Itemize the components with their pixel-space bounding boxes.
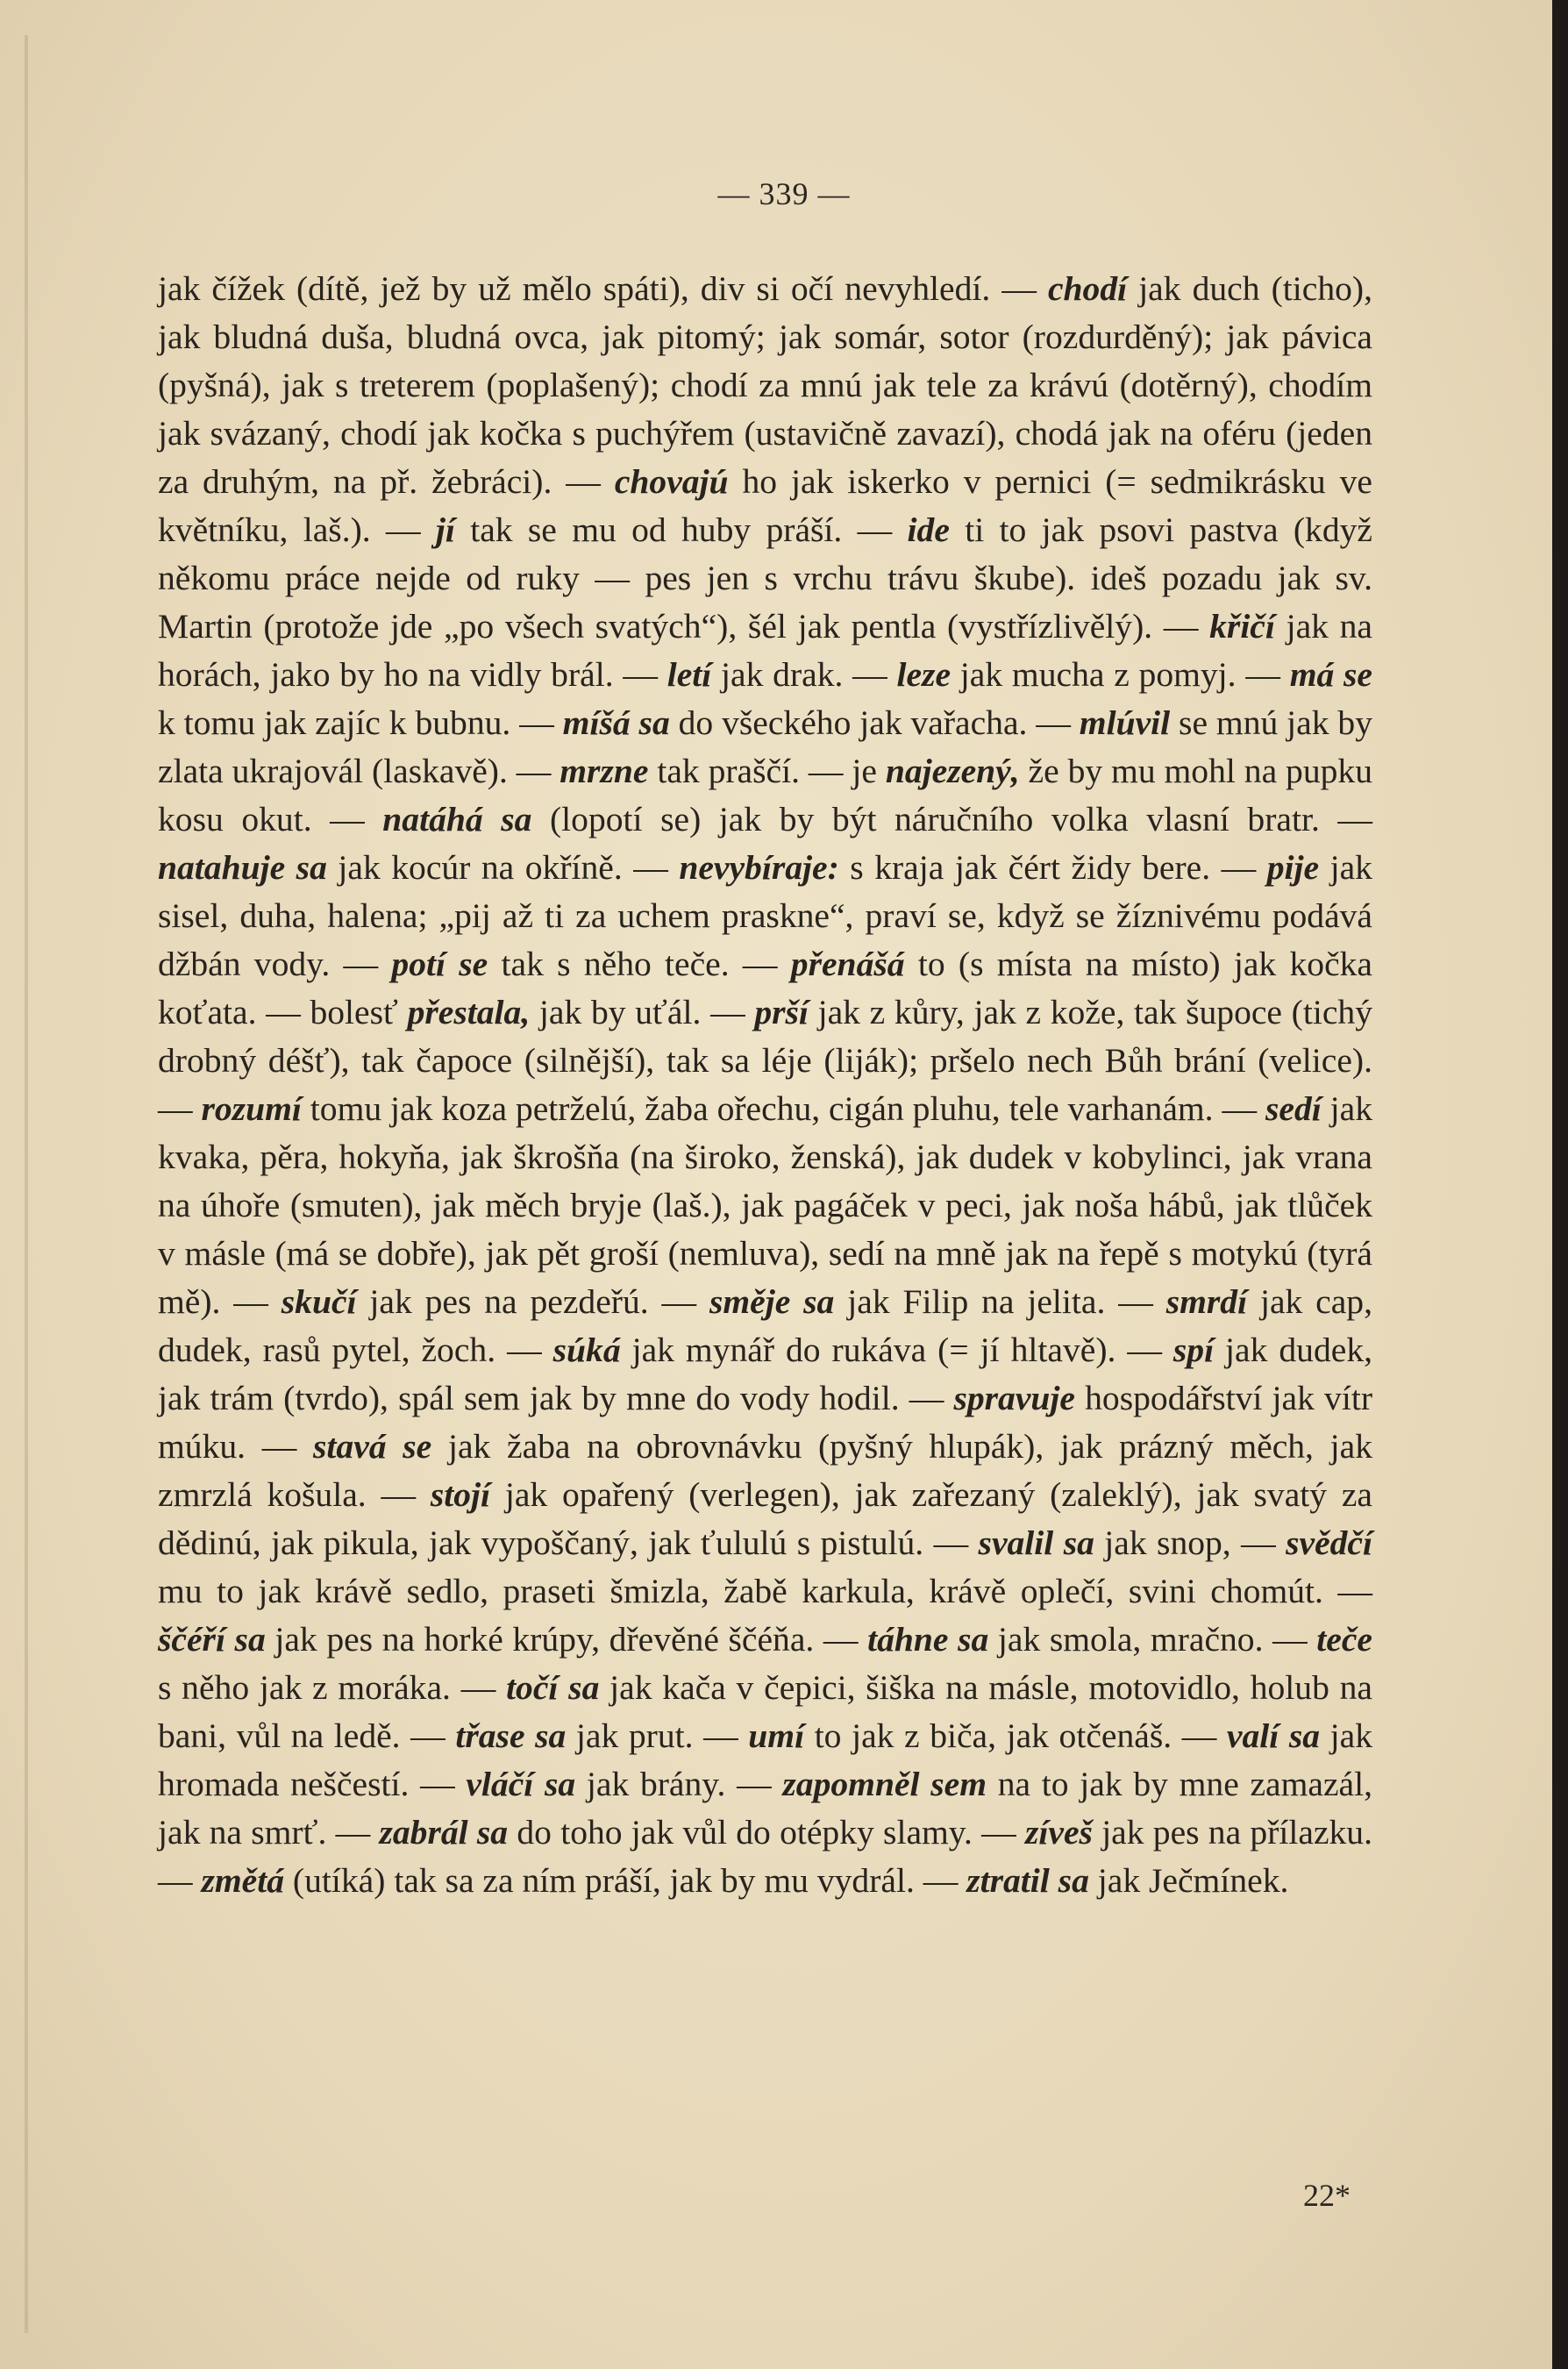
text-run: jak cap, dudek, rasů pytel, žoch. —: [158, 1282, 1372, 1369]
headword: chodí: [1047, 269, 1128, 308]
headword: chovajú: [614, 462, 729, 501]
headword: teče: [1316, 1620, 1372, 1659]
headword: míšá sa: [562, 703, 670, 742]
headword: točí sa: [506, 1668, 600, 1707]
headword: letí: [666, 655, 712, 694]
text-run: jak brány. —: [575, 1765, 783, 1803]
headword: stavá se: [313, 1427, 432, 1466]
text-run: jak prut. —: [566, 1716, 749, 1755]
headword: zabrál sa: [379, 1813, 509, 1852]
text-run: do toho jak vůl do otépky slamy. —: [508, 1813, 1025, 1852]
headword: přestala,: [407, 993, 531, 1031]
headword: zapomněl sem: [782, 1765, 987, 1803]
text-run: že by mu mohl na pupku kosu okut. —: [158, 752, 1372, 838]
text-run: na to jak by mne zamazál, jak na smrť. —: [158, 1765, 1372, 1852]
text-run: jak sisel, duha, halena; „pij až ti za uchem praskne“, praví se, když se žíznivému podává džbán vody. —: [158, 848, 1372, 983]
headword: spí: [1172, 1331, 1215, 1369]
text-run: jak mucha z pomyj. —: [951, 655, 1290, 694]
text-run: jak dudek, jak trám (tvrdo), spál sem jak by mne do vody hodil. —: [158, 1331, 1372, 1417]
text-run: tak se mu od huby práší. —: [454, 510, 908, 549]
headword: ščéří sa: [158, 1620, 266, 1659]
text-run: s kraja jak čért židy bere. —: [838, 848, 1267, 887]
body-text: [158, 265, 1372, 1905]
text-run: mu to jak krávě sedlo, praseti šmizla, žabě karkula, krávě oplečí, svini chomút. —: [158, 1572, 1372, 1610]
binding-line: [25, 35, 28, 2333]
headword: ztratil sa: [966, 1861, 1089, 1900]
text-run: jak duch (ticho), jak bludná duša, bludná ovca, jak pitomý; jak somár, sotor (rozdurděný); jak pávica (pyšná), jak s treterem (poplašený); chodí za mnú jak tele za krávú (dotěrný), chodím jak svázaný, chodí jak kočka s puchýřem (ustavičně zavazí), chodá jak na oféru (jeden za druhým, na př. žebráci). —: [158, 269, 1372, 501]
text-run: jak pes na pezdeřú. —: [356, 1282, 709, 1321]
headword: súká: [552, 1331, 621, 1369]
headword: natáhá sa: [382, 800, 532, 838]
text-run: tak praščí. — je: [648, 752, 886, 790]
headword: táhne sa: [867, 1620, 989, 1659]
headword: mrzne: [559, 752, 649, 790]
headword: sedí: [1265, 1089, 1322, 1128]
headword: leze: [896, 655, 951, 694]
headword: vláčí sa: [466, 1765, 576, 1803]
scan-edge: [1552, 0, 1568, 2369]
headword: změtá: [201, 1861, 285, 1900]
text-run: jak žaba na obrovnávku (pyšný hlupák), jak prázný měch, jak zmrzlá košula. —: [158, 1427, 1372, 1514]
text-run: jak kvaka, pěra, hokyňa, jak škrošňa (na široko, ženská), jak dudek v kobylinci, jak vrana na úhoře (smuten), jak měch bryje (laš.), jak pagáček v peci, jak noša hábů, jak tlůček v másle (má se dobře), jak pět groší (nemluva), sedí na mně jak na řepě s motykú (tyrá mě). —: [158, 1089, 1372, 1321]
text-run: (lopotí se) jak by být náručního volka vlasní bratr. —: [531, 800, 1372, 838]
text-run: jak mynář do rukáva (= jí hltavě). —: [620, 1331, 1173, 1369]
text-run: jak pes na horké krúpy, dřevěné ščéňa. —: [265, 1620, 868, 1659]
text-run: jak pes na přílazku. —: [158, 1813, 1372, 1900]
text-run: jak drak. —: [711, 655, 897, 694]
text-run: jak kača v čepici, šiška na másle, motovidlo, holub na bani, vůl na ledě. —: [158, 1668, 1373, 1755]
headword: směje sa: [709, 1282, 835, 1321]
headword: jí: [435, 510, 455, 549]
text-run: jak kocúr na okříně. —: [326, 848, 680, 887]
text-run: hospodářství jak vítr múku. —: [158, 1379, 1372, 1466]
headword: křičí: [1209, 607, 1275, 646]
headword: skučí: [281, 1282, 357, 1321]
headword: prší: [754, 993, 809, 1031]
headword: pije: [1266, 848, 1320, 887]
text-run: jak čížek (dítě, jež by už mělo spáti), div si očí nevyhledí. —: [158, 269, 1048, 308]
text-run: s něho jak z moráka. —: [158, 1668, 507, 1707]
text-run: do všeckého jak vařacha. —: [669, 703, 1080, 742]
signature-mark: 22*: [1303, 2178, 1351, 2213]
headword: má se: [1289, 655, 1372, 694]
text-run: ho jak iskerko v pernici (= sedmikrásku ve květníku, laš.). —: [158, 462, 1373, 549]
text-run: jak Ječmínek.: [1088, 1861, 1289, 1900]
text-run: jak Filip na jelita. —: [834, 1282, 1166, 1321]
headword: třase sa: [455, 1716, 567, 1755]
headword: stojí: [430, 1475, 491, 1514]
headword: valí sa: [1226, 1716, 1321, 1755]
text-run: jak hromada neščestí. —: [158, 1716, 1372, 1803]
headword: potí se: [391, 945, 488, 983]
headword: nevybíraje:: [679, 848, 839, 887]
headword: umí: [748, 1716, 805, 1755]
headword: svědčí: [1286, 1523, 1372, 1562]
headword: smrdí: [1165, 1282, 1248, 1321]
headword: rozumí: [201, 1089, 302, 1128]
headword: ide: [907, 510, 950, 549]
text-run: ti to jak psovi pastva (když někomu práce nejde od ruky — pes jen s vrchu trávu škube). ideš pozadu jak sv. Martin (protože jde „po všech svatých“), šél jak pentla (vystřízlivělý). —: [158, 510, 1372, 646]
text-run: tomu jak koza petrželú, žaba ořechu, cigán pluhu, tele varhanám. —: [301, 1089, 1265, 1128]
text-run: tak s něho teče. —: [488, 945, 791, 983]
headword: spravuje: [953, 1379, 1075, 1417]
text-run: k tomu jak zajíc k bubnu. —: [158, 703, 563, 742]
text-run: jak by uťál. —: [530, 993, 755, 1031]
text-run: jak smola, mračno. —: [988, 1620, 1317, 1659]
headword: natahuje sa: [158, 848, 327, 887]
text-run: jak opařený (verlegen), jak zařezaný (zaleklý), jak svatý za dědinú, jak pikula, jak vypoščaný, jak ťululú s pistulú. —: [158, 1475, 1372, 1562]
text-run: se mnú jak by zlata ukrajovál (laskavě). —: [158, 703, 1372, 790]
text-run: to jak z biča, jak otčenáš. —: [804, 1716, 1227, 1755]
page-number: — 339 —: [717, 176, 851, 211]
text-run: jak na horách, jako by ho na vidly brál. —: [158, 607, 1372, 694]
headword: mlúvil: [1079, 703, 1171, 742]
text-run: jak z kůry, jak z kože, tak šupoce (tichý drobný déšť), tak čapoce (silnější), tak sa léje (liják); pršelo nech Bůh brání (velice). —: [158, 993, 1372, 1128]
headword: zíveš: [1025, 1813, 1093, 1852]
headword: přenášá: [790, 945, 905, 983]
headword: najezený,: [885, 752, 1020, 790]
text-run: jak snop, —: [1094, 1523, 1286, 1562]
headword: svalil sa: [978, 1523, 1094, 1562]
text-run: (utíká) tak sa za ním práší, jak by mu vydrál. —: [284, 1861, 967, 1900]
text-run: to (s místa na místo) jak kočka koťata. — bolesť: [158, 945, 1372, 1031]
